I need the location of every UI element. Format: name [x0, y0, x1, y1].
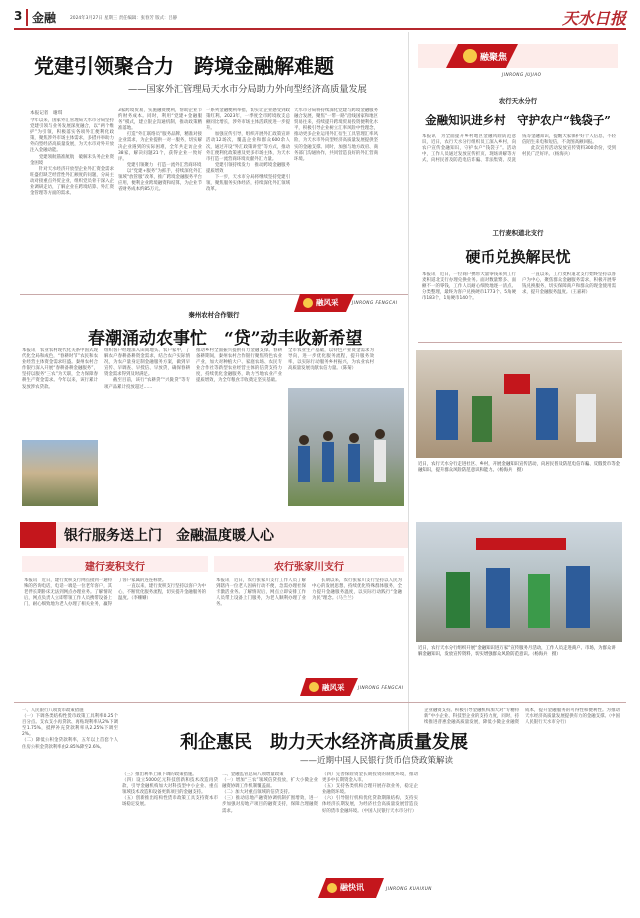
right-photo-1 [416, 350, 622, 458]
rural-photo-figures [288, 388, 404, 506]
rural-title: 春潮涌动农事忙 “贷”动丰收新希望 [88, 329, 363, 349]
right-photo-2-caption: 近日，农行天水分行组织开展“金融知识进万家”宣传服务月活动，工作人员走进商户、市场，为群众讲解金融知识，发放宣传资料，切实增强群众风险防范意识。（杨海兵 摄） [418, 646, 616, 657]
bottom-title: 利企惠民 助力天水经济高质量发展 [180, 732, 468, 753]
quick-news-pinyin: JINRONG KUAIXUN [386, 886, 432, 891]
service-banner-title: 银行服务送上门 金融温度暖人心 [64, 528, 274, 544]
lead-col-1: 今年以来，国家外汇管理局天水市分局坚持党建引领与业务发展深度融合，以“两个维护”为引领，积极落实各项外汇便利化政策，聚焦涉外市场主体需求，多措并举助力外向型经济高质量发展，为天水市对外开放注入金融动能。 党建领航锚准航航 破解未头务企业资金困境 针对天水经济开放型企业外汇资金需求旺盛但缺乏经营性外汇额度的问题，分局主动对接重点外贸企业，组织党员骨干深入企业调研走访，了解企业在跨境结算、外汇资金管理等方面的需求。 [30, 118, 114, 197]
rural-col-4: 全市农业生产基础，以特色产业资金需求为导向，进一步优化服务流程，提升服务效率，以实际行动服务乡村振兴，为农业农村高质量发展贡献农信力量。（陈菊） [288, 348, 374, 372]
issue-info: 2024年3月27日 星期三 责任编辑：张春芳 版式：吕静 [70, 16, 178, 21]
feature-text: 本报讯 为全面提升乡村地区金融风险防范意识，近日，农行天水分行组织员工深入乡村，向农户宣传金融知识，守护农户“钱袋子”。活动中，工作人员通过发放宣传折页、现场讲解等方式，向村民普及防范电信诈骗、非法集资、反洗钱等金融知识，提醒大家保护好个人信息，不轻信陌生来电和短信，不贪图高额回报。 此次宣传活动发放宣传资料300余份，受到村民广泛好评。（杨海兵） [422, 134, 616, 164]
newspaper-logo: 天水日报 [561, 9, 626, 28]
focus-banner-title: 融聚焦 [480, 53, 508, 63]
lead-subtitle: ——国家外汇管理局天水市分局助力外向型经济高质量发展 [128, 84, 367, 95]
coin-bank-name: 工行麦积道北支行 [492, 229, 544, 237]
bottom-right-text: 企业融资支持。积极引导金融机构加大对“专精特新”中小企业、科技型企业的支持力度，同时，持续推进普惠金融高质量发展，降低小微企业融资成本，提升金融服务的可得性和便利性。为推动天水经济高质量发展提供有力的金融支撑。（中国人民银行天水市分行） [424, 708, 620, 726]
coin-bottom-rule [418, 342, 622, 343]
section-name: 金融 [26, 9, 56, 26]
bottom-col-1: 一、人民银行八项货币政策措施 （一）下调各类结构性货币政策工具利率0.25个百分点。支农支小再贷款、再贴现利率从2%下调至1.75%，抵押补充贷款利率从2.25%下调至2%。 （二）降低公积金贷款利率，五年以上首套个人住房公积金贷款利率由2.85%降至2.6%。 [22, 708, 118, 750]
service-left-bank: 建行麦积支行 [22, 556, 208, 572]
focus-banner-pinyin: JINRONG JUJIAO [502, 72, 542, 77]
fengcai-2-title: 融风采 [322, 683, 345, 692]
bottom-subtitle: ——近期中国人民银行货币信贷政策解读 [300, 756, 454, 766]
rural-col-3: 推动乡村全面振兴提供有力金融支撑。春耕备耕期间，秦州农村合作银行聚焦特色农业产业，加大对种植大户、家庭农场、农民专业合作社等新型农业经营主体的信贷支持力度，持续优化金融服务，助力当地农业产业提质增效，为全年粮食丰收奠定坚实基础。 [196, 348, 282, 384]
rural-bank-name: 秦州农村合作银行 [188, 311, 240, 319]
lead-col-3: 一系列金融便利举措，切实让企业感受到政策红利。2023年，一季度全市跨境收支总额同比增长，涉外市场主体活跃度进一步提升。 加强宣传引导，组织开展外汇政策宣讲活动12场次，覆盖企业和群众600余人次，通过开设“外汇政策讲堂”等方式，推动外汇便利化政策惠及更多市场主体，为天水市打造一流营商环境贡献外汇力量。 党建引领持续发力 推动跨境金融服务提质增效 下一步，天水市分局将继续坚持党建引领，聚焦服务实体经济，持续深化外汇领域改革。 [206, 108, 290, 193]
focus-banner [418, 36, 618, 82]
feature-bank-name: 农行天水分行 [498, 97, 538, 105]
rural-photo-2 [288, 388, 404, 506]
quick-news-title: 融快讯 [340, 883, 364, 892]
lead-col-2: 3家跨境贸易，实施融资便利，帮助企业节约财务成本。同时，利用“党建+金融服务”模式，建立银企沟通机制，推动政策精准落地。 打造“外汇联络员”服务品牌，精准对接企业需求，为企业提供一对一服务，切实解决企业遇到的实际困难，全年共走访企业38家，解决问题21个，获得企业一致好评。 党建引领聚力 打造一流外汇营商环境 以“党建+服务”为抓手，持续深化外汇领域“放管服”改革，推广跨境金融服务平台应用，便利企业跨境融资和结算，为企业节省财务成本约85万元。 [118, 108, 202, 193]
right-photo-2-figures [416, 522, 622, 642]
bottom-col-2: （三）推出利率上限下调的政策措施。 （四）设立5000亿元科技创新和技术改造再贷款，引导金融机构加大对科技型中小企业、重点领域技术改造和设备更新项目的金融支持。 （五）创新推出结构性货币政策工具支持资本市场稳定发展。 [122, 772, 218, 808]
fengcai-banner-title: 融风采 [316, 298, 339, 307]
header-rule [14, 28, 626, 30]
bottom-col-3: 二、金融监管总局八项增量政策 （一）增加“三农”领域信贷投放，扩大小微企业融资协调工作机制覆盖面。 （二）加大对重点领域的信贷支持。 （三）推动房地产融资协调机制扩围增效，进一步加强对房地产项目的融资支持，保障合理融资需求。 [222, 772, 318, 814]
rural-photo-1 [22, 440, 98, 506]
bottom-col-4: （四）完善保险资金长期投资的制度环境，推动更多中长期资金入市。 （五）支持各类机构合理开展存款业务，稳定企业融资环境。 （六）引导银行机构优化贷款期限结构，支持实体经济长期发展，为经济社会高质量发展营造良好的货币金融环境。（中国人民银行天水市分行） [322, 772, 418, 814]
page-number: 3 [14, 9, 23, 23]
fengcai-banner-pinyin: JINRONG FENGCAI [352, 300, 398, 305]
rural-col-1: 本报讯 农业农村现代化关系中国式现代化全局和成色，“春耕时节”农民和农业经营主体资金需求旺盛。秦州农村合作银行深入开展“春耕备耕金融服务”，坚持以服务“三农”为天职，全力保障春耕生产资金需求。今年以来，该行累计发放涉农贷款。 [22, 348, 98, 390]
fengcai-banner-2 [300, 676, 410, 698]
lead-title: 党建引领聚合力 跨境金融解难题 [34, 54, 334, 78]
lead-byline: 本报记者 谢琪 [30, 111, 63, 116]
column-divider [408, 32, 409, 732]
service-banner [20, 522, 408, 548]
right-photo-2 [416, 522, 622, 642]
fengcai-2-pinyin: JINRONG FENGCAI [358, 685, 404, 690]
right-photo-1-caption: 近日，农行天水分行走进社区、乡村，开展金融知识宣传活动，向居民普及防范电信诈骗、反假货币等金融知识，提升群众风险防范意识和能力。（杨海兵 摄） [418, 462, 620, 473]
right-photo-1-figures [416, 350, 622, 458]
rural-col-2: 组织客户经理深入田间地头、农户家中，了解农户春耕备耕资金需求，结合农户实际情况，为农户量身定制金融服务方案，做到早宣传、早调查、早授信、早放贷，确保春耕资金需求得到及时满足。 截至目前，该行“农耕贷”“兴陇贷”等专项产品累计投放超过…… [104, 348, 190, 390]
feature-title: 金融知识进乡村 守护农户“钱袋子” [425, 113, 611, 127]
lead-col-4: 天水市分局将持续深化党建与跨境金融服务融合发展，聚焦“一带一路”沿线国家和地区贸易往来，持续提升跨境贸易投资便利化水平，积极引导企业树立汇率风险中性理念，推动更多企业运用外汇衍生工具管理汇率风险，为天水市外向型经济高质量发展提供坚实的金融支撑。同时，加强与地方政府、商务部门沟通协作，共同营造良好的外汇营商环境。 [294, 108, 378, 162]
service-left-text: 本报讯 近日，建行麦积支行网点接到一通特殊的咨询电话，电话一端是一位老年客户，其老伴长期卧床无法到网点办理业务。了解情况后，网点负责人立即带领工作人员携带设备上门，耐心细致地为老人办理了相关业务，赢得了客户家属的连连称赞。 一直以来，建行麦积支行坚持以客户为中心，不断优化服务流程，切实提升金融服务的温度。（李姗姗） [24, 578, 206, 608]
coin-title: 硬币兑换解民忧 [465, 248, 571, 266]
service-right-bank: 农行张家川支行 [214, 556, 404, 572]
service-banner-accent [20, 522, 56, 548]
bottom-top-rule [14, 702, 626, 703]
service-right-text: 本报讯 近日，农行张家川支行工作人员了解到辖内一位老人因病行动不便，急需办理社保卡激活业务。了解情况后，网点立即安排工作人员带上设备上门服务，为老人顺利办理了业务。 长期以来，农行张家川支行坚持以人民为中心的发展思想，持续优化特殊群体服务，全力提升金融服务温度，以实际行动践行“金融为民”理念。（马兰兰） [216, 578, 402, 608]
coin-text: 本报讯 近日，一位商户携带大量零钱来到工行麦积道北支行办理兑换业务。面对数量繁多、面额不一的零钱，工作人员耐心细致地逐一清点、分类整理，最终为客户兑换硬币1773个、5角硬币183个，1角硬币140个。 一直以来，工行麦积道北支行始终坚持以客户为中心，聚焦群众金融服务需求，积极开展零钱兑换服务，切实保障商户和群众的现金使用需求，提升金融服务温度。（王嘉莉） [422, 272, 616, 302]
